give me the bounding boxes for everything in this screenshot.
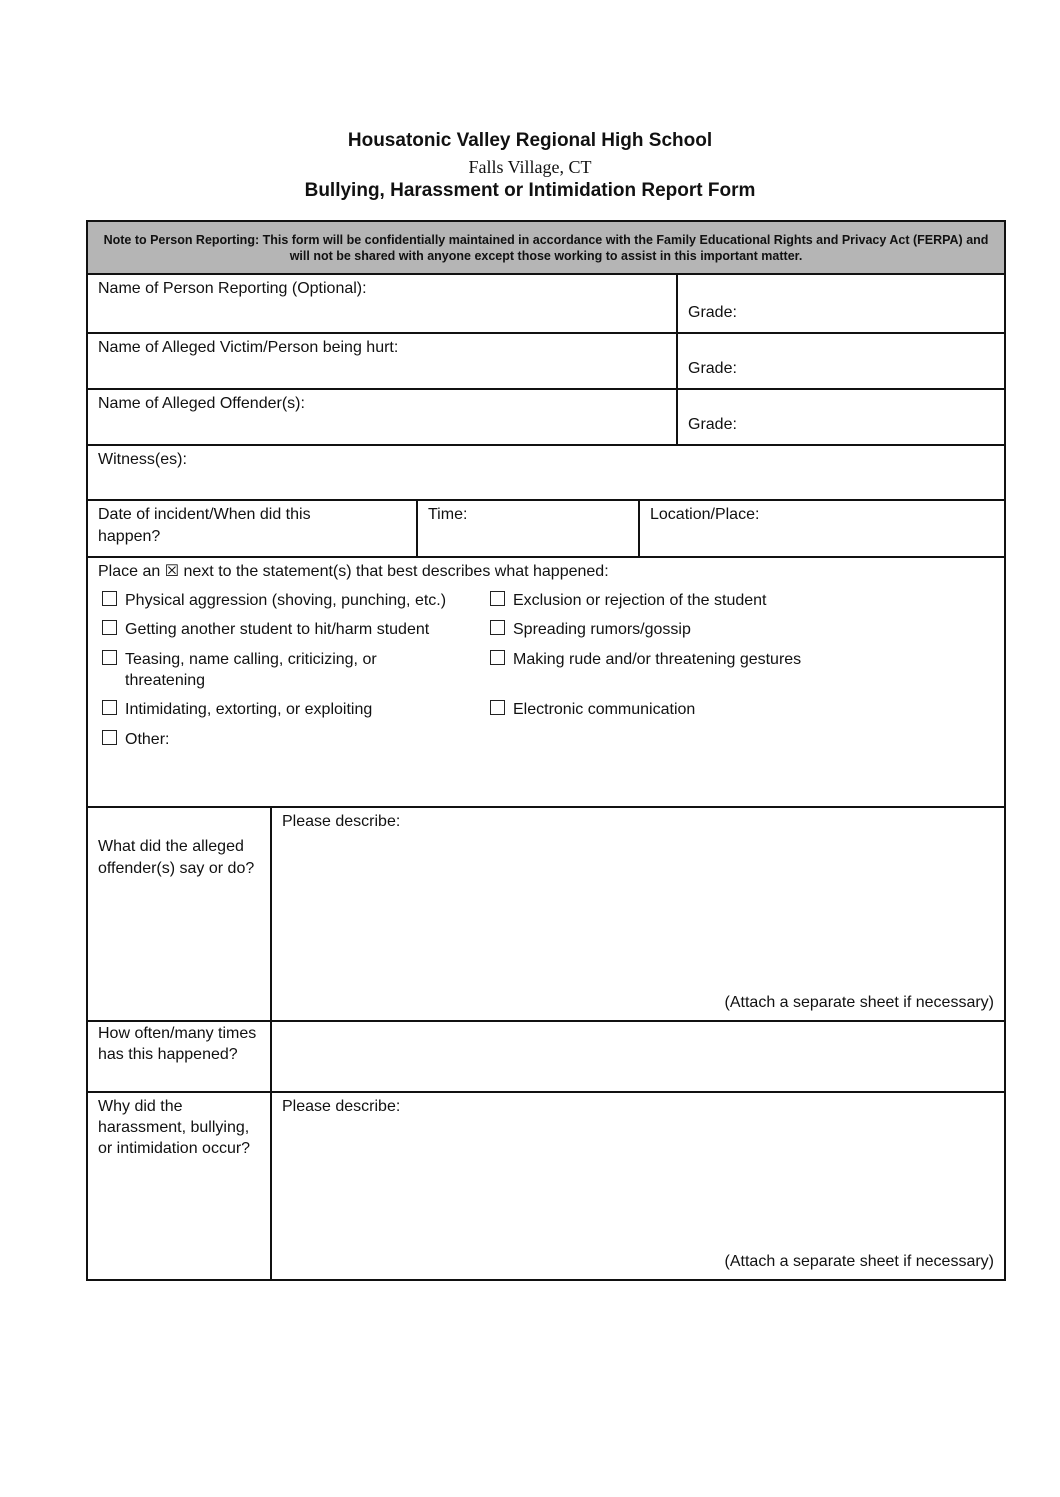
offender-name-field[interactable] xyxy=(88,390,676,444)
checkbox-icon[interactable] xyxy=(490,620,505,635)
checkbox-icon[interactable] xyxy=(102,591,117,606)
checkbox-icon[interactable] xyxy=(102,650,117,665)
describe-label: Please describe: xyxy=(282,1098,401,1115)
victim-grade-field[interactable] xyxy=(676,334,1004,388)
checkbox-other[interactable] xyxy=(102,729,169,750)
option-label: Teasing, name calling, criticizing, or threatening xyxy=(125,651,377,689)
offender-row xyxy=(88,390,1004,446)
time-label: Time: xyxy=(428,506,468,523)
date-field[interactable] xyxy=(88,501,416,556)
location-label: Location/Place: xyxy=(650,506,760,523)
q1-label: What did the alleged offender(s) say or do? xyxy=(98,838,255,877)
school-name: Housatonic Valley Regional High School xyxy=(347,130,713,151)
school-location: Falls Village, CT xyxy=(468,157,592,177)
grade-label: Grade: xyxy=(688,416,737,433)
ferpa-note: Note to Person Reporting: This form will be confidentially maintained in accordance with the Family Educational Rights and Privacy Act (FERPA) and will not be shared with anyone except those working to assist in this important matter. xyxy=(88,222,1004,275)
option-label: Other: xyxy=(125,731,170,748)
q1-answer-field[interactable] xyxy=(270,808,1004,1020)
checkbox-rumors[interactable] xyxy=(490,619,691,640)
option-label: Intimidating, extorting, or exploiting xyxy=(125,701,373,718)
checkbox-gestures[interactable] xyxy=(490,649,813,670)
incident-row xyxy=(88,501,1004,558)
checkbox-electronic[interactable] xyxy=(490,699,695,720)
q3-row xyxy=(88,1093,1004,1279)
reporter-row xyxy=(88,275,1004,334)
offender-grade-field[interactable] xyxy=(676,390,1004,444)
form-title: Bullying, Harassment or Intimidation Report Form xyxy=(304,180,756,201)
checkbox-icon[interactable] xyxy=(490,591,505,606)
checkbox-icon[interactable] xyxy=(102,700,117,715)
reporter-name-field[interactable] xyxy=(88,275,676,332)
describe-label: Please describe: xyxy=(282,813,401,830)
checklist-section xyxy=(88,558,1004,808)
checklist-instruction: Place an ☒ next to the statement(s) that best describes what happened: xyxy=(98,563,609,580)
option-label: Physical aggression (shoving, punching, etc.) xyxy=(125,592,447,609)
time-field[interactable] xyxy=(416,501,638,556)
reporter-grade-field[interactable] xyxy=(676,275,1004,332)
q2-answer-field[interactable] xyxy=(270,1022,1004,1091)
q3-answer-field[interactable] xyxy=(270,1093,1004,1279)
option-label: Exclusion or rejection of the student xyxy=(513,592,767,609)
checkbox-icon[interactable] xyxy=(490,650,505,665)
checkbox-physical[interactable] xyxy=(102,590,446,611)
option-label: Making rude and/or threatening gestures xyxy=(513,651,802,668)
witness-field[interactable] xyxy=(88,446,1004,499)
witness-row xyxy=(88,446,1004,501)
checkbox-icon[interactable] xyxy=(490,700,505,715)
grade-label: Grade: xyxy=(688,304,737,321)
checkbox-icon[interactable] xyxy=(102,730,117,745)
victim-row xyxy=(88,334,1004,390)
checkbox-teasing[interactable] xyxy=(102,649,455,691)
offender-label: Name of Alleged Offender(s): xyxy=(98,395,305,412)
witness-label: Witness(es): xyxy=(98,451,187,468)
victim-name-field[interactable] xyxy=(88,334,676,388)
checkbox-getting-another[interactable] xyxy=(102,619,429,640)
attach-note: (Attach a separate sheet if necessary) xyxy=(724,994,994,1011)
q2-label: How often/many times has this happened? xyxy=(98,1025,257,1063)
location-field[interactable] xyxy=(638,501,1004,556)
option-label: Spreading rumors/gossip xyxy=(513,621,691,638)
q1-row xyxy=(88,808,1004,1022)
q3-label: Why did the harassment, bullying, or intimidation occur? xyxy=(98,1098,251,1157)
grade-label: Grade: xyxy=(688,360,737,377)
report-form xyxy=(86,220,1006,1281)
checkbox-icon[interactable] xyxy=(102,620,117,635)
q2-row xyxy=(88,1022,1004,1093)
reporter-label: Name of Person Reporting (Optional): xyxy=(98,280,367,297)
date-label: Date of incident/When did this happen? xyxy=(98,506,311,545)
checkbox-exclusion[interactable] xyxy=(490,590,766,611)
victim-label: Name of Alleged Victim/Person being hurt: xyxy=(98,339,399,356)
option-label: Getting another student to hit/harm student xyxy=(125,621,430,638)
checkbox-intimidating[interactable] xyxy=(102,699,372,720)
option-label: Electronic communication xyxy=(513,701,696,718)
attach-note: (Attach a separate sheet if necessary) xyxy=(724,1253,994,1270)
